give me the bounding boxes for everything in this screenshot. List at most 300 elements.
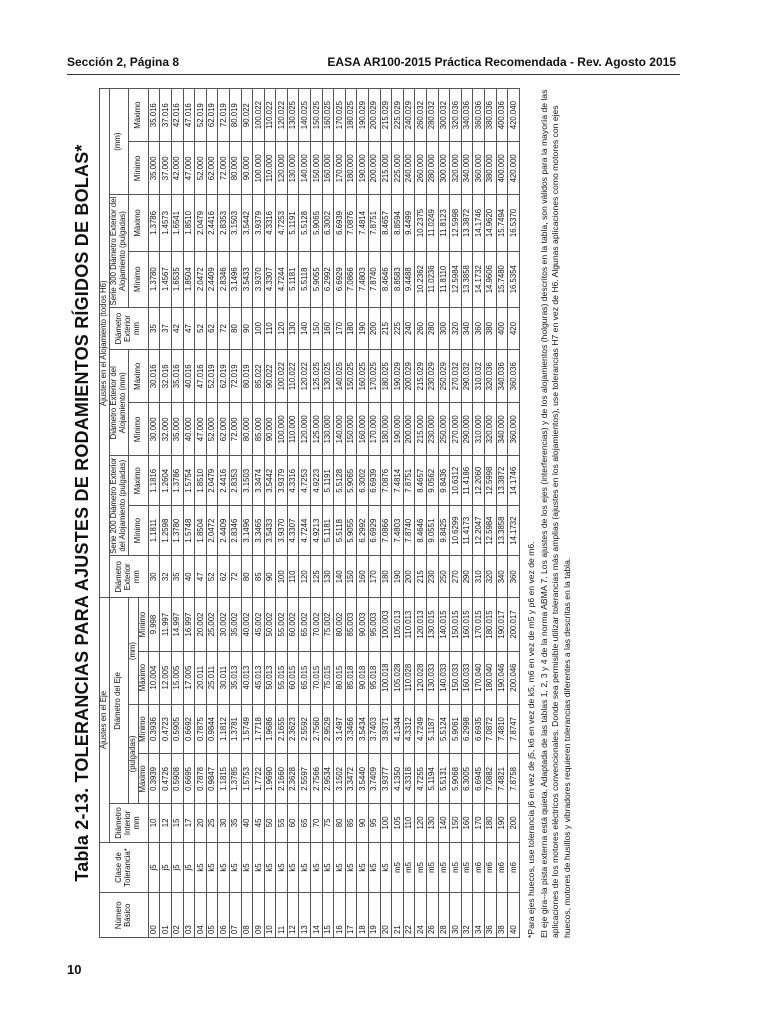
- table-cell: 320.000: [450, 142, 462, 195]
- table-cell: 2.0479: [206, 456, 218, 506]
- table-cell: 85: [253, 556, 265, 598]
- col-s200-pulg-min: Mínimo: [128, 506, 148, 556]
- table-cell: 35.016: [171, 350, 183, 403]
- table-row: [171, 89, 183, 938]
- table-cell: 360.000: [508, 403, 520, 456]
- table-cell: 420: [508, 307, 520, 349]
- table-cell: 110.000: [287, 403, 299, 456]
- table-cell: 160.000: [357, 403, 369, 456]
- table-cell: 310.000: [473, 403, 485, 456]
- table-cell: 7.0866: [345, 251, 357, 307]
- table-cell: 35: [171, 556, 183, 598]
- table-cell: 100: [276, 556, 288, 598]
- table-cell: 11.997: [160, 598, 172, 651]
- table-cell: 0.3936: [148, 704, 160, 754]
- table-cell: 3.9370: [253, 251, 265, 307]
- table-cell: 160.033: [461, 651, 473, 704]
- table-cell: 7.8747: [508, 704, 520, 754]
- table-cell: 200.029: [369, 89, 381, 142]
- table-cell: 160.025: [322, 89, 334, 142]
- table-cell: j5: [148, 842, 160, 893]
- table-cell: 5.9065: [311, 195, 323, 251]
- footnote-hollow-shafts: *Para ejes huecos, use tolerancia j6 en vez de j5, k6 en vez de k5, m6 en vez de m5 y p6 en vez de m6.: [525, 541, 536, 938]
- table-cell: 3.1502: [334, 754, 346, 804]
- table-cell: 320.036: [484, 350, 496, 403]
- group-ajustes-eje: Ajustes en el Eje: [100, 598, 110, 842]
- table-cell: 5.1181: [287, 251, 299, 307]
- table-cell: 80.002: [334, 598, 346, 651]
- table-cell: m5: [438, 842, 450, 893]
- table-cell: 5.5128: [334, 456, 346, 506]
- table-cell: 3.1496: [229, 251, 241, 307]
- table-row: [427, 89, 439, 938]
- table-cell: 80: [241, 556, 253, 598]
- table-cell: 4.7253: [276, 195, 288, 251]
- table-row: [484, 89, 496, 938]
- table-cell: k5: [299, 842, 311, 893]
- table-cell: 2.7566: [311, 754, 323, 804]
- table-row: [473, 89, 485, 938]
- table-cell: 310.032: [473, 350, 485, 403]
- table-cell: j5: [171, 842, 183, 893]
- table-cell: 3.3465: [253, 506, 265, 556]
- table-cell: 11.4186: [461, 456, 473, 506]
- table-cell: 10.2375: [415, 195, 427, 251]
- table-cell: 4.3307: [287, 506, 299, 556]
- col-s200-mm-max: Máximo: [128, 350, 148, 403]
- table-cell: 11.0249: [427, 195, 439, 251]
- table-cell: 06: [218, 893, 230, 938]
- table-cell: 1.1816: [148, 456, 160, 506]
- table-cell: 5.5124: [438, 704, 450, 754]
- table-cell: 80: [334, 804, 346, 842]
- table-cell: 45.002: [253, 598, 265, 651]
- table-cell: 170: [334, 307, 346, 349]
- table-cell: 30.011: [218, 651, 230, 704]
- table-cell: 170.000: [369, 403, 381, 456]
- table-cell: k5: [345, 842, 357, 893]
- table-cell: 42.000: [171, 142, 183, 195]
- table-cell: 52.000: [195, 142, 207, 195]
- table-cell: 25.002: [206, 598, 218, 651]
- header-divider: [67, 74, 680, 75]
- table-cell: 7.4803: [392, 506, 404, 556]
- table-cell: 2.4416: [206, 195, 218, 251]
- table-cell: k5: [241, 842, 253, 893]
- table-cell: 200.000: [369, 142, 381, 195]
- table-cell: 160.000: [322, 142, 334, 195]
- table-cell: 0.4723: [160, 704, 172, 754]
- table-cell: 26: [427, 893, 439, 938]
- table-cell: 270.032: [450, 350, 462, 403]
- table-cell: 140.025: [299, 89, 311, 142]
- table-cell: 140.000: [299, 142, 311, 195]
- table-cell: 5.1191: [287, 195, 299, 251]
- table-cell: 5.5118: [334, 506, 346, 556]
- table-cell: 11.4173: [461, 506, 473, 556]
- table-cell: 150.033: [450, 651, 462, 704]
- table-cell: 9.998: [148, 598, 160, 651]
- table-cell: 2.9534: [322, 754, 334, 804]
- table-cell: 190.000: [392, 403, 404, 456]
- table-cell: 9.4488: [403, 251, 415, 307]
- table-cell: 190: [357, 307, 369, 349]
- table-cell: 130: [287, 307, 299, 349]
- table-cell: 50.013: [264, 651, 276, 704]
- table-cell: 2.9529: [322, 704, 334, 754]
- table-cell: 35.000: [148, 142, 160, 195]
- table-cell: 7.8758: [508, 754, 520, 804]
- table-cell: 72.019: [229, 350, 241, 403]
- col-eje-mm-max: Máximo: [138, 651, 148, 704]
- table-cell: 35.013: [229, 651, 241, 704]
- table-cell: 270.000: [450, 403, 462, 456]
- table-cell: m5: [392, 842, 404, 893]
- table-cell: 9.8436: [438, 456, 450, 506]
- table-cell: 45.013: [253, 651, 265, 704]
- table-cell: 200: [508, 804, 520, 842]
- table-cell: 170: [473, 804, 485, 842]
- table-cell: 95.003: [369, 598, 381, 651]
- table-cell: 320.000: [484, 403, 496, 456]
- table-cell: 35: [148, 307, 160, 349]
- col-eje-pulg-max: Máximo: [138, 754, 148, 804]
- table-cell: 30.002: [218, 598, 230, 651]
- table-cell: 105: [392, 804, 404, 842]
- table-cell: 14.9620: [484, 195, 496, 251]
- table-cell: 0.7875: [195, 704, 207, 754]
- table-cell: 9.0562: [427, 456, 439, 506]
- table-cell: k5: [264, 842, 276, 893]
- table-row: [195, 89, 207, 938]
- table-cell: 3.5440: [357, 754, 369, 804]
- col-s300-pulg-min: Mínimo: [128, 251, 148, 307]
- table-cell: 240.029: [403, 89, 415, 142]
- table-cell: 3.9379: [276, 456, 288, 506]
- table-cell: 75: [322, 804, 334, 842]
- table-cell: 160: [322, 307, 334, 349]
- table-cell: k5: [229, 842, 241, 893]
- table-cell: 240.000: [403, 142, 415, 195]
- table-cell: 300.000: [438, 142, 450, 195]
- table-cell: 7.0882: [484, 754, 496, 804]
- table-cell: 1.9690: [264, 754, 276, 804]
- table-cell: 36: [484, 893, 496, 938]
- table-cell: 5.9065: [345, 456, 357, 506]
- table-cell: 125: [311, 556, 323, 598]
- group-serie300-pulgadas: Serie 300 Diámetro Exterior del Alojamiento (pulgadas): [108, 196, 127, 306]
- table-cell: 13: [299, 893, 311, 938]
- table-cell: 400: [496, 307, 508, 349]
- table-cell: k5: [253, 842, 265, 893]
- table-cell: 170: [369, 556, 381, 598]
- col-s300-mm-min: Mínimo: [128, 142, 148, 195]
- table-cell: 5.5128: [299, 195, 311, 251]
- table-cell: 03: [183, 893, 195, 938]
- table-cell: 80.000: [229, 142, 241, 195]
- table-cell: 200.046: [508, 651, 520, 704]
- table-cell: 14: [311, 893, 323, 938]
- page-number: 10: [67, 962, 82, 977]
- table-cell: 2.0472: [195, 251, 207, 307]
- table-cell: 52.019: [195, 89, 207, 142]
- table-cell: 12.2060: [473, 456, 485, 506]
- table-cell: 0.5905: [171, 704, 183, 754]
- table-cell: 1.8510: [195, 456, 207, 506]
- table-cell: 04: [195, 893, 207, 938]
- table-cell: 180: [345, 307, 357, 349]
- table-cell: 05: [206, 893, 218, 938]
- table-cell: 3.5434: [357, 704, 369, 754]
- table-cell: 300: [438, 307, 450, 349]
- table-cell: 80.019: [229, 89, 241, 142]
- table-cell: 13.3858: [496, 506, 508, 556]
- table-cell: 420.040: [508, 89, 520, 142]
- table-cell: 270: [450, 556, 462, 598]
- table-cell: 2.8353: [218, 195, 230, 251]
- table-cell: j5: [160, 842, 172, 893]
- table-cell: 8.8594: [392, 195, 404, 251]
- table-cell: 7.0876: [345, 195, 357, 251]
- table-cell: 150: [345, 556, 357, 598]
- table-cell: 130.025: [287, 89, 299, 142]
- group-serie200-mm: Diámetro Exterior del Alojamiento (mm): [109, 350, 128, 456]
- table-cell: 85.018: [345, 651, 357, 704]
- table-row: [496, 89, 508, 938]
- table-cell: 0.4726: [160, 754, 172, 804]
- table-row: [334, 89, 346, 938]
- table-cell: 52: [206, 556, 218, 598]
- table-footnotes: [526, 88, 573, 938]
- group-serie300-mm: (mm): [109, 89, 128, 195]
- table-cell: 2.4416: [218, 456, 230, 506]
- table-cell: 40.002: [241, 598, 253, 651]
- table-cell: 85: [345, 804, 357, 842]
- table-cell: 340.036: [496, 350, 508, 403]
- table-cell: 150.000: [345, 403, 357, 456]
- table-cell: 7.4803: [357, 251, 369, 307]
- table-cell: 140.033: [438, 651, 450, 704]
- table-cell: 5.1181: [322, 506, 334, 556]
- table-cell: 12.2047: [473, 506, 485, 556]
- table-cell: 6.6939: [369, 456, 381, 506]
- table-row: [229, 89, 241, 938]
- table-cell: 35.016: [148, 89, 160, 142]
- table-cell: 5.1187: [427, 704, 439, 754]
- table-cell: 22: [403, 893, 415, 938]
- table-cell: 14.9606: [484, 251, 496, 307]
- table-cell: 100.022: [276, 350, 288, 403]
- table-cell: 320: [450, 307, 462, 349]
- table-cell: 140.015: [438, 598, 450, 651]
- table-cell: 5.9055: [345, 506, 357, 556]
- table-cell: 55.002: [276, 598, 288, 651]
- table-cell: 200.017: [508, 598, 520, 651]
- table-cell: 215.000: [380, 142, 392, 195]
- header-document-title: EASA AR100-2015 Práctica Recomendada - Rev. Agosto 2015: [327, 55, 676, 69]
- table-cell: 7.8740: [403, 506, 415, 556]
- table-cell: 62.019: [206, 89, 218, 142]
- table-cell: 215: [380, 307, 392, 349]
- table-cell: 1.5753: [241, 754, 253, 804]
- table-cell: k5: [369, 842, 381, 893]
- table-row: [415, 89, 427, 938]
- table-cell: 260.032: [415, 89, 427, 142]
- table-cell: 380.000: [484, 142, 496, 195]
- table-cell: 1.8510: [183, 195, 195, 251]
- table-cell: 12.005: [160, 651, 172, 704]
- table-cell: 100.003: [380, 598, 392, 651]
- table-cell: 3.3474: [253, 456, 265, 506]
- table-cell: 225.000: [392, 142, 404, 195]
- table-cell: j5: [183, 842, 195, 893]
- table-cell: 16.5354: [508, 251, 520, 307]
- table-cell: 35.002: [229, 598, 241, 651]
- table-cell: 40.013: [241, 651, 253, 704]
- table-cell: 160.015: [461, 598, 473, 651]
- table-cell: 52.019: [206, 350, 218, 403]
- table-cell: 190.000: [357, 142, 369, 195]
- table-row: [206, 89, 218, 938]
- table-cell: 215.029: [415, 350, 427, 403]
- col-s200-pulg-max: Máximo: [128, 456, 148, 506]
- table-cell: 110: [264, 307, 276, 349]
- table-cell: 90.000: [264, 403, 276, 456]
- table-cell: 4.7244: [299, 506, 311, 556]
- table-cell: 1.3786: [171, 456, 183, 506]
- table-cell: 45: [253, 804, 265, 842]
- table-cell: 340: [496, 556, 508, 598]
- table-cell: 6.6945: [473, 754, 485, 804]
- table-cell: 0.6692: [183, 704, 195, 754]
- table-cell: 1.3785: [229, 754, 241, 804]
- table-cell: 180.025: [345, 89, 357, 142]
- table-cell: 230.029: [427, 350, 439, 403]
- table-cell: 130.025: [322, 350, 334, 403]
- table-cell: 40.016: [183, 350, 195, 403]
- table-cell: 0.9844: [206, 704, 218, 754]
- table-cell: 2.0472: [206, 506, 218, 556]
- table-cell: 65.002: [299, 598, 311, 651]
- table-cell: 7.8751: [369, 195, 381, 251]
- table-cell: 80: [229, 307, 241, 349]
- table-cell: 7.8751: [403, 456, 415, 506]
- table-cell: 2.3628: [287, 754, 299, 804]
- table-row: [299, 89, 311, 938]
- table-cell: 1.6541: [171, 195, 183, 251]
- table-cell: k5: [195, 842, 207, 893]
- table-cell: 400.000: [496, 142, 508, 195]
- table-cell: 125.000: [311, 403, 323, 456]
- table-cell: 5.9061: [450, 704, 462, 754]
- table-cell: 5.5131: [438, 754, 450, 804]
- table-cell: 1.1811: [148, 506, 160, 556]
- table-row: [380, 89, 392, 938]
- table-cell: 120: [299, 556, 311, 598]
- table-cell: 15: [171, 804, 183, 842]
- table-cell: 360: [508, 556, 520, 598]
- table-cell: 80.019: [241, 350, 253, 403]
- table-cell: 12: [160, 804, 172, 842]
- table-cell: 140: [299, 307, 311, 349]
- table-cell: 85.000: [253, 403, 265, 456]
- table-cell: 37.000: [160, 142, 172, 195]
- table-cell: 130.033: [427, 651, 439, 704]
- table-cell: 40: [241, 804, 253, 842]
- footnote-general: El eje gira--la pista externa está quieta. Adaptada de las tablas 1, 2, 3 y 4 de la norma ABMA 7. Los ajustes de los ejes (interferencias) y de los alojamientos (holguras) descritos en la tabla, son válidos para la mayoría de las aplicaciones de los motores eléctricos convencionales. Donde sea permisible utilizar tolerancias más amplias (ajustes en los alojamientos), use tolerancias H7 en vez de H6. Algunas aplicaciones como motores con ejes huecos, motores de husillos y vibradores requieren tolerancias diferentes a las descritas en la tabla.: [539, 89, 572, 938]
- table-cell: 190.029: [392, 350, 404, 403]
- table-cell: m6: [473, 842, 485, 893]
- table-cell: 8.4646: [415, 506, 427, 556]
- table-cell: 3.5433: [241, 251, 253, 307]
- table-cell: 07: [229, 893, 241, 938]
- table-cell: 6.3002: [322, 195, 334, 251]
- table-cell: 16: [334, 893, 346, 938]
- table-cell: 190: [392, 556, 404, 598]
- table-cell: 290: [461, 556, 473, 598]
- table-cell: 25.011: [206, 651, 218, 704]
- table-cell: 140: [438, 804, 450, 842]
- table-cell: 90.018: [357, 651, 369, 704]
- table-cell: 8.4657: [415, 456, 427, 506]
- table-cell: 47.000: [195, 403, 207, 456]
- table-cell: 250.000: [438, 403, 450, 456]
- table-cell: 215.029: [380, 89, 392, 142]
- table-cell: 125.025: [311, 350, 323, 403]
- table-cell: 260.000: [415, 142, 427, 195]
- table-cell: 17.005: [183, 651, 195, 704]
- table-row: [264, 89, 276, 938]
- table-cell: 100: [380, 804, 392, 842]
- table-cell: 37.016: [160, 89, 172, 142]
- table-cell: 180: [380, 556, 392, 598]
- table-cell: 11: [276, 893, 288, 938]
- table-row: [183, 89, 195, 938]
- table-cell: 16.5370: [508, 195, 520, 251]
- table-cell: 47.016: [183, 89, 195, 142]
- table-cell: 12.5984: [450, 251, 462, 307]
- table-cell: k5: [218, 842, 230, 893]
- table-cell: 200: [403, 556, 415, 598]
- table-cell: 300.032: [438, 89, 450, 142]
- table-cell: 3.9371: [380, 704, 392, 754]
- table-cell: 100.018: [380, 651, 392, 704]
- table-cell: 55: [276, 804, 288, 842]
- table-cell: 10.6312: [450, 456, 462, 506]
- table-cell: 12.5984: [484, 506, 496, 556]
- table-cell: 110: [403, 804, 415, 842]
- table-cell: 32.000: [160, 403, 172, 456]
- table-cell: 6.2992: [357, 506, 369, 556]
- table-cell: 17: [183, 804, 195, 842]
- table-cell: 5.9068: [450, 754, 462, 804]
- table-row: [403, 89, 415, 938]
- table-cell: 380.036: [484, 89, 496, 142]
- table-cell: 09: [253, 893, 265, 938]
- table-cell: 340.036: [461, 89, 473, 142]
- table-cell: 170.015: [473, 598, 485, 651]
- table-row: [311, 89, 323, 938]
- table-cell: 2.8346: [229, 506, 241, 556]
- table-cell: 12.5998: [450, 195, 462, 251]
- table-cell: 62.000: [218, 403, 230, 456]
- col-eje-pulg-min: Mínimo: [138, 704, 148, 754]
- table-cell: 360.000: [473, 142, 485, 195]
- table-cell: 95: [369, 804, 381, 842]
- table-cell: 40: [183, 556, 195, 598]
- table-row: [241, 89, 253, 938]
- table-cell: 11.8110: [438, 251, 450, 307]
